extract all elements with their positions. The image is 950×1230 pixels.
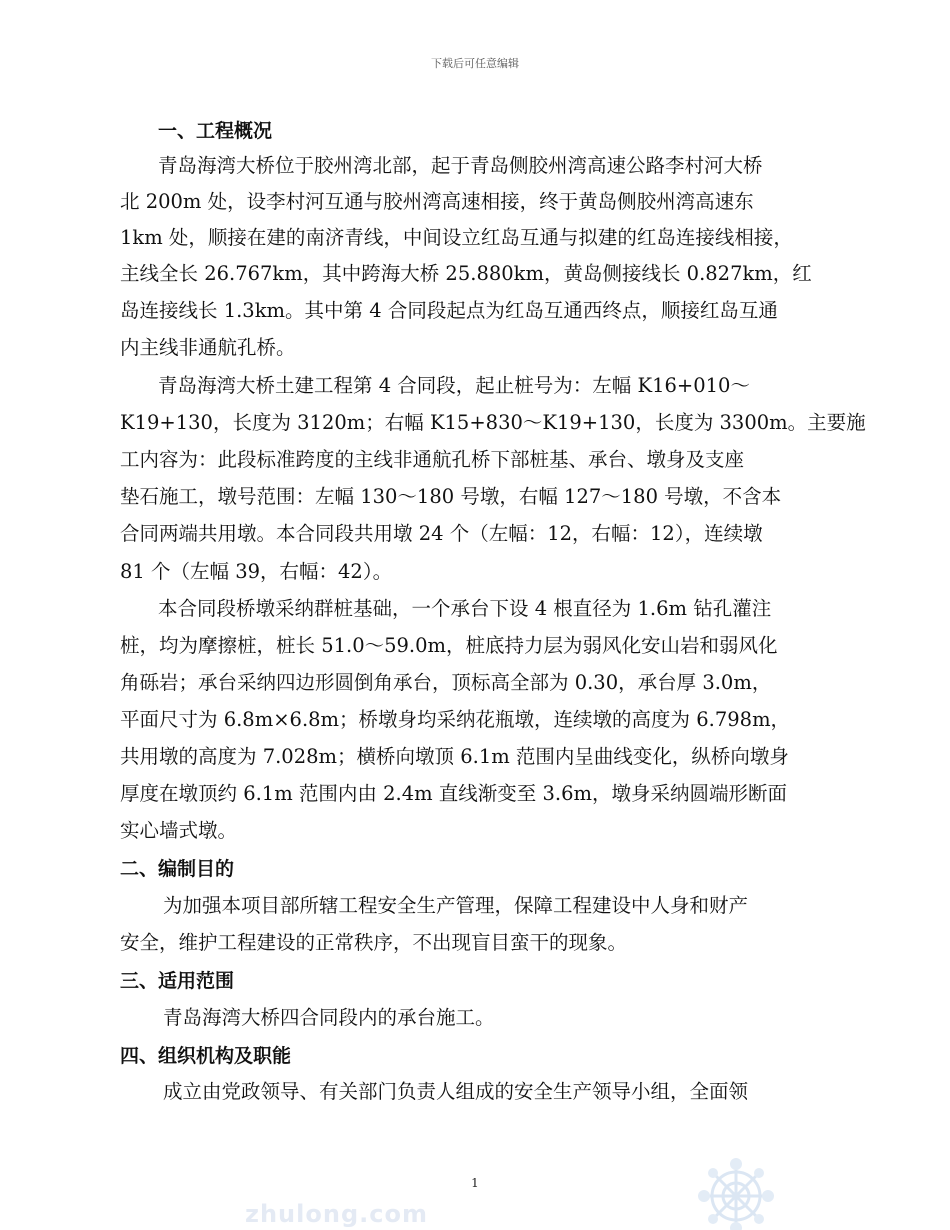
paragraph-line: 合同两端共用墩。本合同段共用墩 24 个（左幅：12，右幅：12），连续墩 [120, 522, 763, 545]
paragraph-line: 青岛海湾大桥四合同段内的承台施工。 [163, 1006, 495, 1029]
paragraph-line: 青岛海湾大桥位于胶州湾北部，起于青岛侧胶州湾高速公路李村河大桥 [158, 154, 763, 177]
paragraph-line: 平面尺寸为 6.8m×6.8m；桥墩身均采纳花瓶墩，连续墩的高度为 6.798m， [120, 708, 791, 731]
paragraph-line: 1km 处，顺接在建的南济青线，中间设立红岛互通与拟建的红岛连接线相接， [120, 226, 793, 249]
watermark-text: zhulong.com [245, 1200, 428, 1228]
paragraph-line: 安全，维护工程建设的正常秩序，不出现盲目蛮干的现象。 [120, 931, 628, 954]
section-heading: 三、适用范围 [120, 970, 235, 992]
paragraph-line: 青岛海湾大桥土建工程第 4 合同段，起止桩号为：左幅 K16+010～ [158, 374, 750, 397]
paragraph-line: 角砾岩；承台采纳四边形圆倒角承台，顶标高全部为 0.30，承台厚 3.0m， [120, 671, 772, 694]
paragraph-line: K19+130，长度为 3120m；右幅 K15+830～K19+130，长度为 3300m。主要施 [120, 411, 866, 434]
paragraph-line: 共用墩的高度为 7.028m；横桥向墩顶 6.1m 范围内呈曲线变化，纵桥向墩身 [120, 745, 789, 768]
paragraph-line: 实心墙式墩。 [120, 819, 238, 842]
section-heading: 一、工程概况 [158, 120, 273, 142]
paragraph-line: 81 个（左幅 39，右幅：42）。 [120, 560, 393, 583]
paragraph-line: 内主线非通航孔桥。 [120, 336, 296, 359]
paragraph-line: 本合同段桥墩采纳群桩基础，一个承台下设 4 根直径为 1.6m 钻孔灌注 [158, 597, 772, 620]
paragraph-line: 垫石施工，墩号范围：左幅 130～180 号墩，右幅 127～180 号墩，不含本 [120, 485, 782, 508]
page-header: 下载后可任意编辑 [431, 57, 519, 70]
paragraph-line: 桩，均为摩擦桩，桩长 51.0～59.0m，桩底持力层为弱风化安山岩和弱风化 [120, 634, 778, 657]
watermark-logo-icon [688, 1150, 784, 1230]
paragraph-line: 成立由党政领导、有关部门负责人组成的安全生产领导小组，全面领 [163, 1080, 749, 1103]
section-heading: 四、组织机构及职能 [120, 1045, 292, 1067]
paragraph-line: 北 200m 处，设李村河互通与胶州湾高速相接，终于黄岛侧胶州湾高速东 [120, 190, 754, 213]
paragraph-line: 岛连接线长 1.3km。其中第 4 合同段起点为红岛互通西终点，顺接红岛互通 [120, 299, 778, 322]
paragraph-line: 工内容为：此段标准跨度的主线非通航孔桥下部桩基、承台、墩身及支座 [120, 448, 745, 471]
page-number: 1 [471, 1176, 479, 1190]
section-heading: 二、编制目的 [120, 858, 235, 880]
paragraph-line: 为加强本项目部所辖工程安全生产管理，保障工程建设中人身和财产 [163, 894, 749, 917]
paragraph-line: 主线全长 26.767km，其中跨海大桥 25.880km，黄岛侧接线长 0.827km，红 [120, 262, 812, 285]
paragraph-line: 厚度在墩顶约 6.1m 范围内由 2.4m 直线渐变至 3.6m，墩身采纳圆端形断面 [120, 782, 787, 805]
